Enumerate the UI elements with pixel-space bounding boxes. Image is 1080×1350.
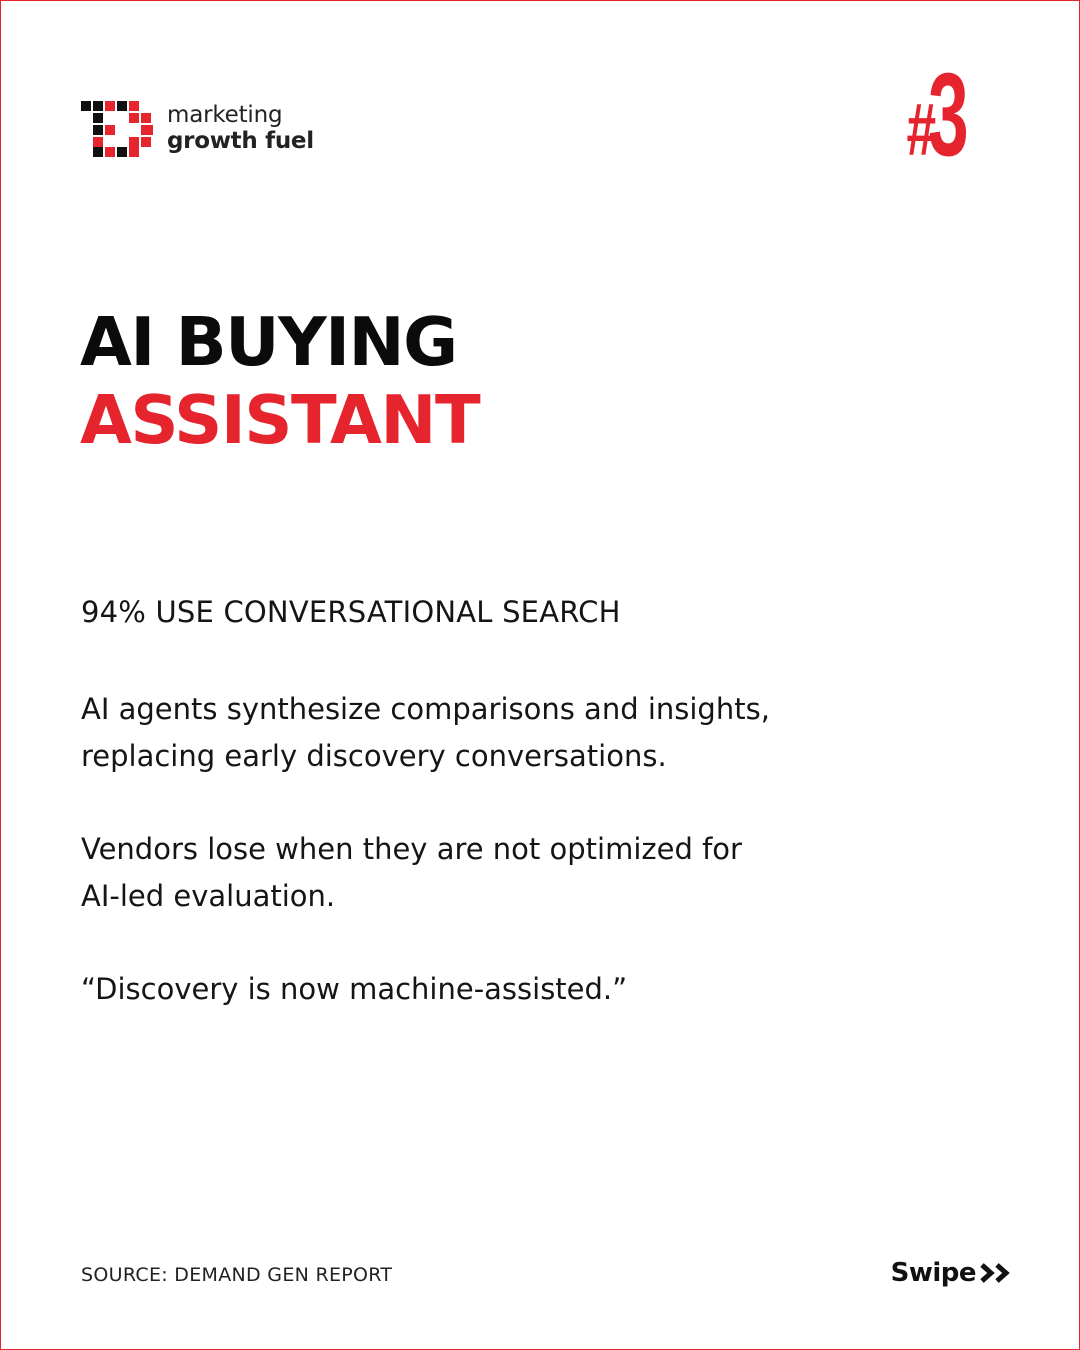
- paragraph-2-line2: AI-led evaluation.: [81, 879, 336, 913]
- title-line1: AI BUYING: [80, 303, 457, 381]
- brand-logo: [81, 99, 314, 157]
- brand-line2: growth fuel: [167, 128, 314, 154]
- quote: “Discovery is now machine-assisted.”: [81, 972, 628, 1006]
- slide-number-hash: #: [906, 88, 937, 171]
- brand-wordmark: [167, 102, 314, 154]
- paragraph-1: [81, 686, 961, 780]
- slide-body: [81, 592, 961, 1013]
- paragraph-2-line1: Vendors lose when they are not optimized for: [81, 832, 742, 866]
- pixel-arrow-logo-icon: [81, 99, 157, 157]
- slide-number: [895, 49, 970, 181]
- stat-headline: 94% USE CONVERSATIONAL SEARCH: [81, 595, 621, 629]
- paragraph-1-line1: AI agents synthesize comparisons and insights,: [81, 692, 770, 726]
- swipe-label: Swipe: [890, 1258, 976, 1288]
- swipe-button[interactable]: [891, 1258, 1016, 1288]
- slide-title: [80, 303, 479, 459]
- paragraph-1-line2: replacing early discovery conversations.: [81, 739, 667, 773]
- paragraph-2: [81, 826, 961, 920]
- slide-number-digit: 3: [928, 49, 968, 181]
- brand-line1: marketing: [167, 102, 283, 128]
- title-line2: ASSISTANT: [80, 381, 480, 459]
- double-chevron-right-icon: [980, 1262, 1016, 1284]
- source-citation: SOURCE: DEMAND GEN REPORT: [81, 1264, 393, 1286]
